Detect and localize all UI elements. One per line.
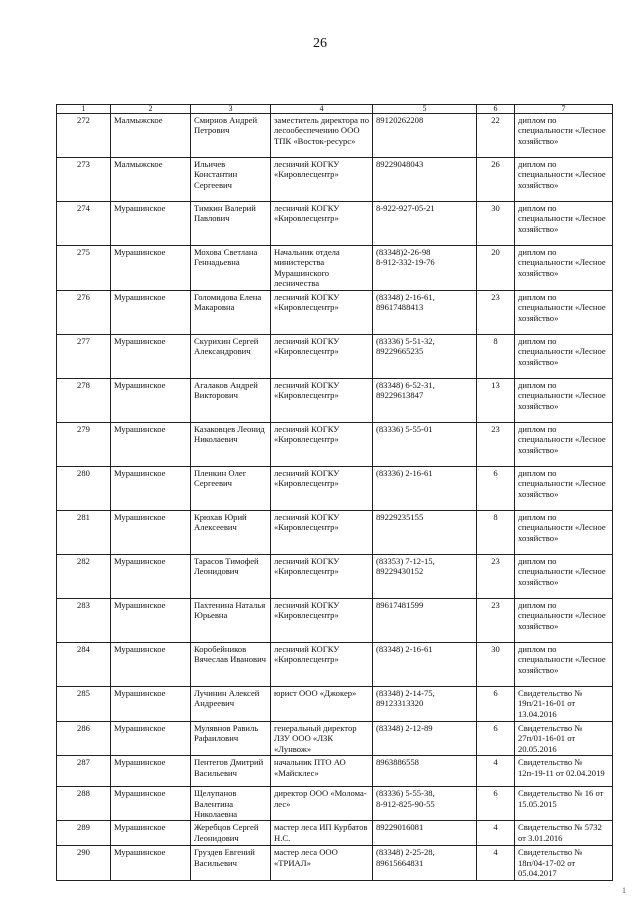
- cell-phone: (83348) 6-52-31, 89229613847: [373, 379, 477, 423]
- cell-district: Мурашинское: [111, 756, 191, 787]
- cell-experience-years: 30: [477, 643, 515, 687]
- cell-position: юрист ООО «Джокер»: [271, 687, 373, 722]
- specialists-table-wrap: [56, 104, 612, 881]
- cell-position: лесничий КОГКУ «Кировлесцентр»: [271, 511, 373, 555]
- table-row: [57, 555, 613, 599]
- cell-position: лесничий КОГКУ «Кировлесцентр»: [271, 202, 373, 246]
- cell-phone: 89229016081: [373, 821, 477, 846]
- cell-district: Мурашинское: [111, 787, 191, 821]
- cell-experience-years: 23: [477, 423, 515, 467]
- cell-number: 281: [57, 511, 111, 555]
- cell-experience-years: 23: [477, 291, 515, 335]
- cell-experience-years: 6: [477, 467, 515, 511]
- cell-full-name: Агалаков Андрей Викторович: [191, 379, 271, 423]
- cell-full-name: Смирнов Андрей Петрович: [191, 114, 271, 158]
- cell-full-name: Тимкин Валерий Павлович: [191, 202, 271, 246]
- header-col-4: 4: [271, 105, 373, 114]
- cell-district: Мурашинское: [111, 687, 191, 722]
- cell-district: Мурашинское: [111, 379, 191, 423]
- table-row: [57, 687, 613, 722]
- cell-number: 286: [57, 722, 111, 756]
- cell-experience-years: 30: [477, 202, 515, 246]
- table-row: [57, 722, 613, 756]
- cell-district: Мурашинское: [111, 846, 191, 880]
- cell-position: лесничий КОГКУ «Кировлесцентр»: [271, 291, 373, 335]
- table-body: [57, 114, 613, 881]
- cell-phone: (83348) 2-16-61, 89617488413: [373, 291, 477, 335]
- cell-experience-years: 6: [477, 787, 515, 821]
- table-row: [57, 511, 613, 555]
- cell-district: Мурашинское: [111, 291, 191, 335]
- cell-district: Мурашинское: [111, 467, 191, 511]
- header-col-3: 3: [191, 105, 271, 114]
- cell-phone: (83336) 5-55-38, 8-912-825-90-55: [373, 787, 477, 821]
- cell-qualification: Свидетельство № 18п/04-17-02 от 05.04.2017: [515, 846, 613, 880]
- table-row: [57, 423, 613, 467]
- cell-qualification: диплом по специальности «Лесное хозяйство»: [515, 158, 613, 202]
- table-row: [57, 158, 613, 202]
- cell-phone: (83348) 2-12-89: [373, 722, 477, 756]
- cell-number: 278: [57, 379, 111, 423]
- cell-position: лесничий КОГКУ «Кировлесцентр»: [271, 599, 373, 643]
- cell-full-name: Мулявнов Равиль Рафаилович: [191, 722, 271, 756]
- cell-experience-years: 6: [477, 687, 515, 722]
- cell-full-name: Ильичев Константин Сергеевич: [191, 158, 271, 202]
- table-row: [57, 246, 613, 291]
- cell-position: лесничий КОГКУ «Кировлесцентр»: [271, 423, 373, 467]
- cell-number: 290: [57, 846, 111, 880]
- table-row: [57, 379, 613, 423]
- cell-phone: (83336) 5-51-32, 89229665235: [373, 335, 477, 379]
- table-row: [57, 756, 613, 787]
- cell-position: лесничий КОГКУ «Кировлесцентр»: [271, 158, 373, 202]
- cell-full-name: Пленкин Олег Сергеевич: [191, 467, 271, 511]
- cell-position: мастер леса ООО «ТРИАЛ»: [271, 846, 373, 880]
- cell-experience-years: 23: [477, 599, 515, 643]
- header-row: [57, 105, 613, 114]
- cell-full-name: Скурихин Сергей Александрович: [191, 335, 271, 379]
- cell-qualification: диплом по специальности «Лесное хозяйство»: [515, 643, 613, 687]
- cell-qualification: диплом по специальности «Лесное хозяйство»: [515, 246, 613, 291]
- cell-number: 279: [57, 423, 111, 467]
- cell-district: Мурашинское: [111, 246, 191, 291]
- cell-number: 289: [57, 821, 111, 846]
- cell-qualification: Свидетельство № 19п/21-16-01 от 13.04.2016: [515, 687, 613, 722]
- cell-full-name: Пахтенина Наталья Юрьевна: [191, 599, 271, 643]
- cell-district: Мурашинское: [111, 555, 191, 599]
- header-col-6: 6: [477, 105, 515, 114]
- cell-full-name: Пентегов Дмитрий Васильевич: [191, 756, 271, 787]
- cell-full-name: Щелупанов Валентина Николаевна: [191, 787, 271, 821]
- cell-number: 287: [57, 756, 111, 787]
- cell-phone: 89229235155: [373, 511, 477, 555]
- cell-phone: (83336) 2-16-61: [373, 467, 477, 511]
- header-col-1: 1: [57, 105, 111, 114]
- cell-full-name: Тарасов Тимофей Леонидович: [191, 555, 271, 599]
- header-col-2: 2: [111, 105, 191, 114]
- cell-experience-years: 4: [477, 846, 515, 880]
- cell-district: Мурашинское: [111, 722, 191, 756]
- cell-full-name: Мохова Светлана Геннадьевна: [191, 246, 271, 291]
- page-number: 26: [313, 36, 327, 51]
- table-row: [57, 335, 613, 379]
- table-row: [57, 787, 613, 821]
- cell-experience-years: 13: [477, 379, 515, 423]
- cell-position: директор ООО «Молома-лес»: [271, 787, 373, 821]
- cell-experience-years: 4: [477, 756, 515, 787]
- cell-phone: (83348) 2-14-75, 89123313320: [373, 687, 477, 722]
- cell-number: 273: [57, 158, 111, 202]
- cell-position: лесничий КОГКУ «Кировлесцентр»: [271, 643, 373, 687]
- cell-district: Малмыжское: [111, 114, 191, 158]
- cell-experience-years: 22: [477, 114, 515, 158]
- cell-district: Мурашинское: [111, 511, 191, 555]
- cell-position: Начальник отдела министерства Мурашинского лесничества: [271, 246, 373, 291]
- table-row: [57, 291, 613, 335]
- cell-number: 284: [57, 643, 111, 687]
- table-row: [57, 114, 613, 158]
- cell-district: Мурашинское: [111, 821, 191, 846]
- cell-experience-years: 20: [477, 246, 515, 291]
- cell-position: начальник ПТО АО «Майсклес»: [271, 756, 373, 787]
- cell-qualification: диплом по специальности «Лесное хозяйство»: [515, 511, 613, 555]
- cell-qualification: Свидетельство № 5732 от 3.01.2016: [515, 821, 613, 846]
- cell-qualification: диплом по специальности «Лесное хозяйство»: [515, 202, 613, 246]
- cell-district: Мурашинское: [111, 643, 191, 687]
- cell-phone: (83348) 2-25-28, 89615664831: [373, 846, 477, 880]
- cell-district: Малмыжское: [111, 158, 191, 202]
- cell-number: 288: [57, 787, 111, 821]
- cell-district: Мурашинское: [111, 423, 191, 467]
- cell-number: 277: [57, 335, 111, 379]
- header-col-7: 7: [515, 105, 613, 114]
- table-row: [57, 846, 613, 880]
- cell-position: лесничий КОГКУ «Кировлесцентр»: [271, 335, 373, 379]
- cell-position: лесничий КОГКУ «Кировлесцентр»: [271, 555, 373, 599]
- cell-phone: 89120262208: [373, 114, 477, 158]
- footer-mark: 1: [622, 886, 626, 895]
- cell-number: 285: [57, 687, 111, 722]
- cell-number: 283: [57, 599, 111, 643]
- cell-experience-years: 26: [477, 158, 515, 202]
- cell-full-name: Голомидова Елена Макаровна: [191, 291, 271, 335]
- table-row: [57, 599, 613, 643]
- cell-qualification: диплом по специальности «Лесное хозяйство»: [515, 555, 613, 599]
- cell-experience-years: 8: [477, 511, 515, 555]
- table-row: [57, 202, 613, 246]
- cell-position: генеральный директор ЛЗУ ООО «ЛЗК «Лунвож»: [271, 722, 373, 756]
- cell-full-name: Жеребцов Сергей Леонидович: [191, 821, 271, 846]
- cell-district: Мурашинское: [111, 599, 191, 643]
- cell-phone: 8963886558: [373, 756, 477, 787]
- cell-position: заместитель директора по лесообеспечению ООО ТПК «Восток-ресурс»: [271, 114, 373, 158]
- cell-number: 274: [57, 202, 111, 246]
- cell-district: Мурашинское: [111, 202, 191, 246]
- cell-qualification: диплом по специальности «Лесное хозяйство»: [515, 599, 613, 643]
- cell-qualification: Свидетельство № 27п/01-16-01 от 20.05.2016: [515, 722, 613, 756]
- cell-full-name: Лучинин Алексей Андреевич: [191, 687, 271, 722]
- cell-qualification: диплом по специальности «Лесное хозяйство»: [515, 291, 613, 335]
- cell-experience-years: 4: [477, 821, 515, 846]
- specialists-table: [56, 104, 613, 881]
- cell-qualification: диплом по специальности «Лесное хозяйство»: [515, 335, 613, 379]
- table-row: [57, 821, 613, 846]
- cell-district: Мурашинское: [111, 335, 191, 379]
- cell-qualification: Свидетельство № 12п-19-11 от 02.04.2019: [515, 756, 613, 787]
- cell-position: лесничий КОГКУ «Кировлесцентр»: [271, 467, 373, 511]
- cell-experience-years: 8: [477, 335, 515, 379]
- cell-number: 276: [57, 291, 111, 335]
- cell-phone: 89229048043: [373, 158, 477, 202]
- cell-phone: (83348)2-26-98 8-912-332-19-76: [373, 246, 477, 291]
- cell-qualification: диплом по специальности «Лесное хозяйство»: [515, 467, 613, 511]
- cell-qualification: диплом по специальности «Лесное хозяйство»: [515, 423, 613, 467]
- cell-phone: 8-922-927-05-21: [373, 202, 477, 246]
- cell-full-name: Крюхав Юрий Алексеевич: [191, 511, 271, 555]
- cell-number: 272: [57, 114, 111, 158]
- cell-position: лесничий КОГКУ «Кировлесцентр»: [271, 379, 373, 423]
- table-row: [57, 643, 613, 687]
- cell-qualification: диплом по специальности «Лесное хозяйство»: [515, 114, 613, 158]
- table-row: [57, 467, 613, 511]
- cell-number: 280: [57, 467, 111, 511]
- cell-experience-years: 23: [477, 555, 515, 599]
- cell-full-name: Коробейников Вячеслав Иванович: [191, 643, 271, 687]
- cell-experience-years: 6: [477, 722, 515, 756]
- cell-phone: 89617481599: [373, 599, 477, 643]
- cell-phone: (83348) 2-16-61: [373, 643, 477, 687]
- cell-full-name: Казаковцев Леонид Николаевич: [191, 423, 271, 467]
- cell-phone: (83353) 7-12-15, 89229430152: [373, 555, 477, 599]
- header-col-5: 5: [373, 105, 477, 114]
- cell-position: мастер леса ИП Курбатов Н.С.: [271, 821, 373, 846]
- cell-qualification: диплом по специальности «Лесное хозяйство»: [515, 379, 613, 423]
- cell-phone: (83336) 5-55-01: [373, 423, 477, 467]
- cell-number: 275: [57, 246, 111, 291]
- cell-full-name: Груздев Евгений Васильевич: [191, 846, 271, 880]
- cell-qualification: Свидетельство № 16 от 15.05.2015: [515, 787, 613, 821]
- cell-number: 282: [57, 555, 111, 599]
